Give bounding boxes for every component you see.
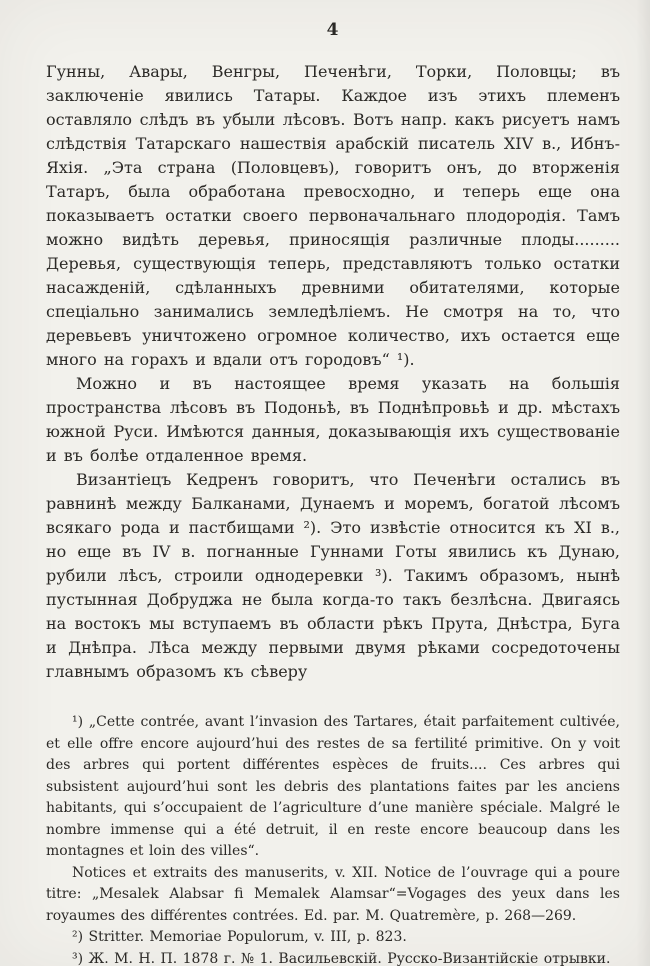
body-paragraph-1: Гунны, Авары, Венгры, Печенѣги, Торки, Половцы; въ заключеніе явились Татары. Каждое изъ этихъ племенъ оставляло слѣдъ въ убыли лѣсовъ. Вотъ напр. какъ рисуетъ намъ слѣдствія Татарскаго нашествія арабскій писатель XIV в., Ибнъ-Яхія. „Эта страна (Половцевъ), говоритъ онъ, до вторженія Татаръ, была обработана превосходно, и теперь еще она показываетъ остатки своего первоначальнаго плодородія. Тамъ можно видѣть деревья, приносящія различные плоды......... Деревья, существующія теперь, представляютъ только остатки насажденій, сдѣланныхъ древними обитателями, которые спеціально занимались земледѣліемъ. Не смотря на то, что деревьевъ уничтожено огромное количество, ихъ остается еще много на горахъ и вдали отъ городовъ“ ¹).: [46, 62, 620, 369]
footnote-1: ¹) „Cette contrée, avant l’invasion des Tartares, était parfaitement cultivée, et elle offre encore aujourd’hui des restes de sa fertilité primitive. On y voit des arbres qui portent différentes espèces de fruits.... Ces arbres qui subsistent aujourd’hui sont les debris des plantations faites par les anciens habitants, qui s’occupaient de l’agriculture d’une manière spéciale. Malgré le nombre immense qui a été detruit, il en reste encore beaucoup dans les montagnes et loin des villes“.: [46, 714, 620, 859]
body-paragraph-3: Византіецъ Кедренъ говоритъ, что Печенѣги остались въ равнинѣ между Балканами, Дунаемъ и моремъ, богатой лѣсомъ всякаго рода и пастбищами ²). Это извѣстіе относится къ XI в., но еще въ IV в. погнанные Гуннами Готы явились къ Дунаю, рубили лѣсъ, строили однодеревки ³). Такимъ образомъ, нынѣ пустынная Добруджа не была когда-то такъ безлѣсна. Двигаясь на востокъ мы вступаемъ въ области рѣкъ Прута, Днѣстра, Буга и Днѣпра. Лѣса между первыми двумя рѣками сосредоточены главнымъ образомъ къ сѣверу: [46, 470, 620, 681]
footnote-1-reference: Notices et extraits des manuserits, v. XII. Notice de l’ouvrage qui a poure titre: „Mesalek Alabsar fi Memalek Alamsar“=Vogages des yeux dans les royaumes des différentes contrées. Ed. par. M. Quatremère, p. 268—269.: [46, 864, 620, 924]
footnote-2: ²) Stritter. Memoriae Populorum, v. III, p. 823.: [72, 929, 407, 945]
page-number: 4: [326, 20, 340, 40]
footnotes-section: [46, 712, 620, 966]
main-text: [46, 60, 620, 684]
body-paragraph-2: Можно и въ настоящее время указать на большія пространства лѣсовъ въ Подоньѣ, въ Поднѣпровьѣ и др. мѣстахъ южной Руси. Имѣются данныя, доказывающія ихъ существованіе и въ болѣе отдаленное время.: [46, 374, 620, 465]
footnote-3: ³) Ж. М. Н. П. 1878 г. № 1. Васильевскій. Русско-Византійскіе отрывки.: [72, 950, 611, 966]
